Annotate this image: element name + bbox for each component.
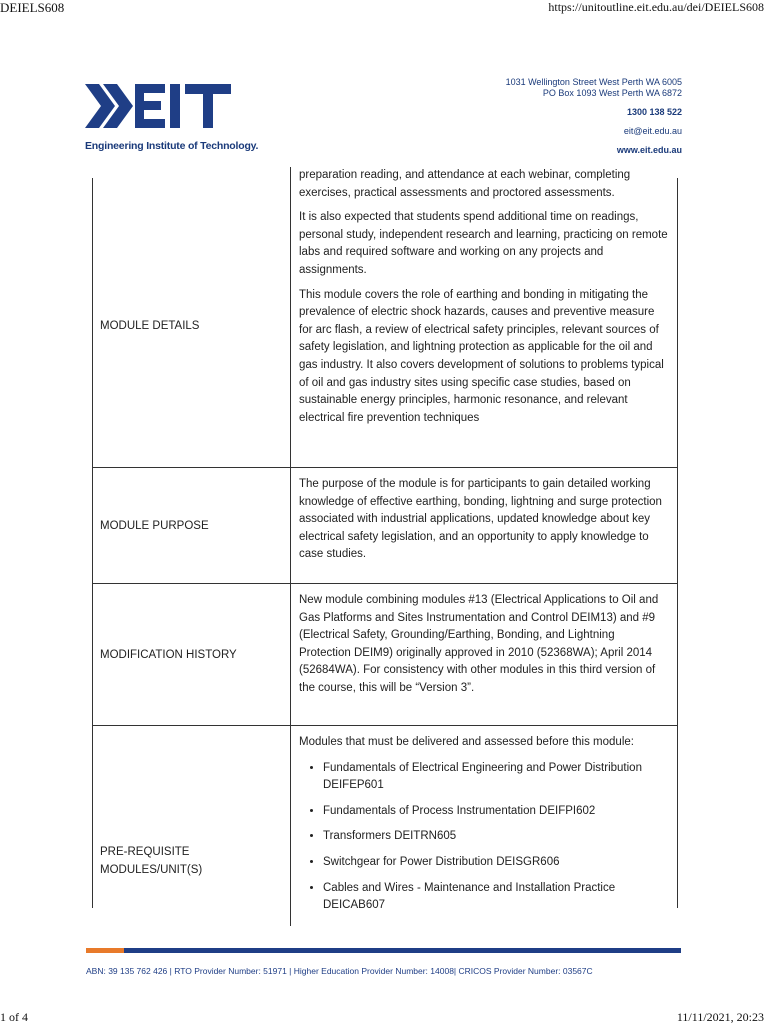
row-label: MODULE DETAILS [92,167,291,467]
footer-accent-bar [86,948,124,953]
logo-tagline: Engineering Institute of Technology. [85,140,259,152]
list-item: • Fundamentals of Electrical Engineering and Power Distribution DEIFEP601 [323,760,669,795]
print-header-url: https://unitoutline.eit.edu.au/dei/DEIELS608 [548,0,764,14]
address-line-1: 1031 Wellington Street West Perth WA 6005 [505,77,682,87]
row-content [291,584,678,725]
paragraph: The purpose of the module is for participants to gain detailed working knowledge of effective earthing, bonding, lightning and surge protection associated with industrial applications, updated knowledge about key electrical safety legislation, and an opportunity to apply knowledge to case studies. [299,478,662,561]
print-footer-page: 1 of 4 [0,1010,28,1024]
table-row-prerequisites [92,726,678,926]
paragraph: New module combining modules #13 (Electrical Applications to Oil and Gas Platforms and Sites Instrumentation and Control DEIM13) and #9 (Electrical Safety, Grounding/Earthing, Bonding, and Lightning Protection DEIM9) originally approved in 2010 (52368WA); April 2014 (52684WA). For consistency with other modules in this third version of the course, this will be “Version 3”. [299,594,659,694]
email-link[interactable]: eit@eit.edu.au [623,126,682,136]
footer-registration-note: ABN: 39 135 762 426 | RTO Provider Number: 51971 | Higher Education Provider Number: 14008| CRICOS Provider Number: 03567C [86,966,593,976]
row-label: PRE-REQUISITE MODULES/UNIT(S) [92,726,291,926]
list-item: • Cables and Wires - Maintenance and Installation Practice DEICAB607 [323,880,669,915]
list-item: • Transformers DEITRN605 [323,828,669,846]
paragraph: It is also expected that students spend additional time on readings, personal study, independent research and learning, practicing on remote labs and required software and working on any projects and assignments. [299,211,668,276]
footer-brand-bar [124,948,681,953]
website-link[interactable]: www.eit.edu.au [616,145,682,155]
address-line-2: PO Box 1093 West Perth WA 6872 [542,88,682,98]
paragraph: This module covers the role of earthing and bonding in mitigating the prevalence of electric shock hazards, causes and preventive measure for arc flash, a review of electrical safety principles, relevant sources of safety legislation, and lightning protection as applicable for the oil and gas industry. It also covers development of solutions to problems typical of oil and gas industry sites using specific case studies, based on sustainable energy principles, harmonic resonance, and relevant electrical fire prevention techniques [299,288,664,424]
table-row-modification-history [92,584,678,726]
row-content [291,468,678,583]
list-item: • Switchgear for Power Distribution DEISGR606 [323,854,669,872]
paragraph: preparation reading, and attendance at each webinar, completing exercises, practical assessments and proctored assessments. [299,169,631,199]
prerequisite-list [299,760,669,915]
print-header-title: DEIELS608 [0,0,65,15]
phone-number: 1300 138 522 [626,107,682,117]
module-info-table [92,169,678,912]
list-item: • Fundamentals of Process Instrumentation DEIFPI602 [323,803,669,821]
row-label: MODULE PURPOSE [92,468,291,583]
row-content [291,726,678,926]
contact-block [506,77,682,156]
table-row-module-details [92,167,678,468]
row-content [291,167,678,467]
row-label: MODIFICATION HISTORY [92,584,291,725]
print-footer-timestamp: 11/11/2021, 20:23 [676,1010,764,1024]
paragraph: Modules that must be delivered and assessed before this module: [299,736,634,748]
table-row-module-purpose [92,468,678,584]
